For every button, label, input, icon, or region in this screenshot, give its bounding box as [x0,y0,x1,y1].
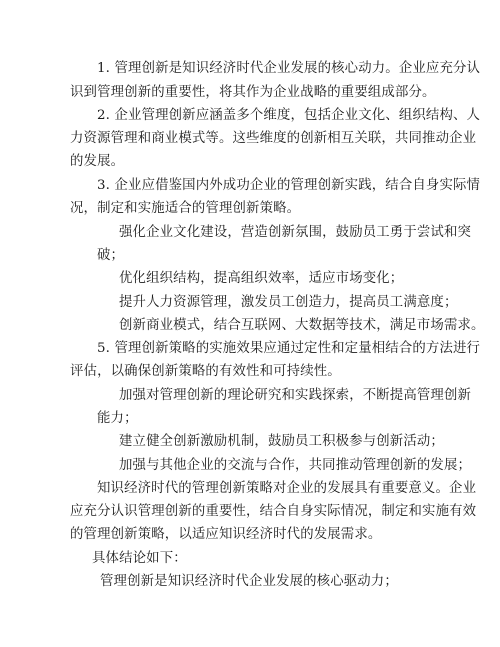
text-line: 识到管理创新的重要性，将其作为企业战略的重要组成部分。 [70,85,436,100]
text-line: 加强与其他企业的交流与合作，共同推动管理创新的发展； [119,458,472,473]
text-line: 加强对管理创新的理论研究和实践探索，不断提高管理创新 [119,388,472,403]
text-line: 2. 企业管理创新应涵盖多个维度，包括企业文化、组织结构、人 [97,108,481,123]
text-line: 的发展。 [70,154,125,169]
text-line: 提升人力资源管理，激发员工创造力，提高员工满意度； [119,295,458,310]
text-line: 评估，以确保创新策略的有效性和可持续性。 [70,364,341,379]
text-line: 建立健全创新激励机制，鼓励员工积极参与创新活动； [119,434,444,449]
text-line: 3. 企业应借鉴国内外成功企业的管理创新实践，结合自身实际情 [97,178,481,193]
text-line: 1. 管理创新是知识经济时代企业发展的核心动力。企业应充分认 [97,61,481,76]
text-line: 管理创新是知识经济时代企业发展的核心驱动力； [100,574,398,589]
text-line: 破； [97,248,125,263]
text-line: 5. 管理创新策略的实施效果应通过定性和定量相结合的方法进行 [97,341,481,356]
text-line: 力资源管理和商业模式等。这些维度的创新相互关联，共同推动企业 [70,131,477,146]
text-line: 具体结论如下： [92,551,187,566]
text-line: 应充分认识管理创新的重要性，结合自身实际情况，制定和实施有效 [70,504,477,519]
text-line: 知识经济时代的管理创新策略对企业的发展具有重要意义。企业 [97,481,477,496]
text-line: 强化企业文化建设，营造创新氛围，鼓励员工勇于尝试和突 [119,225,472,240]
text-line: 创新商业模式，结合互联网、大数据等技术，满足市场需求。 [119,318,485,333]
text-line: 能力； [97,411,138,426]
text-line: 优化组织结构，提高组织效率，适应市场变化； [119,271,404,286]
text-line: 的管理创新策略，以适应知识经济时代的发展需求。 [70,527,382,542]
text-line: 况，制定和实施适合的管理创新策略。 [70,201,301,216]
